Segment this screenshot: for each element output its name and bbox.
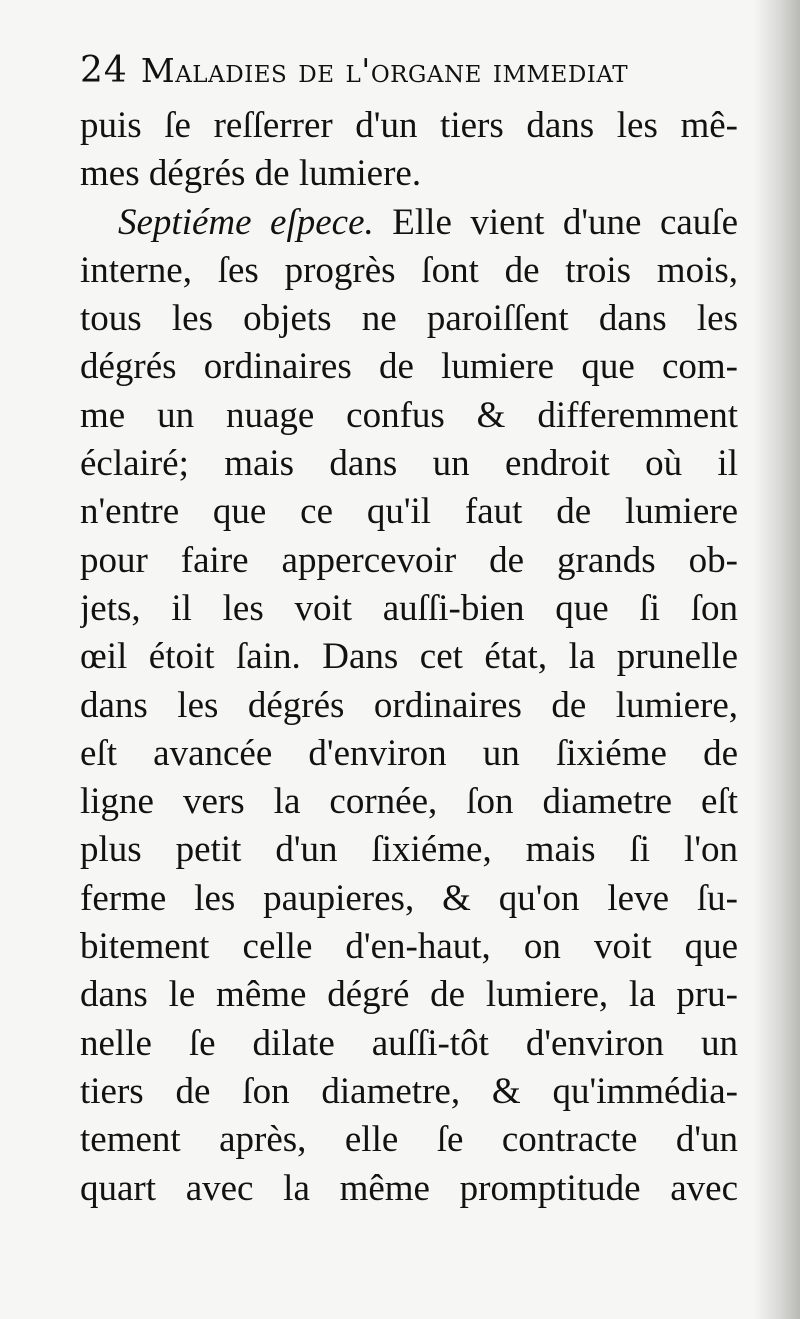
text-line: quart avec la même promptitude avec — [80, 1167, 738, 1209]
text-line: œil étoit ſain. Dans cet état, la prunelle — [80, 636, 738, 678]
text-line: éclairé; mais dans un endroit où il — [80, 443, 738, 485]
section-heading: Septiéme eſpece. — [118, 201, 374, 243]
text-line: ligne vers la cornée, ſon diametre eſt — [80, 781, 738, 823]
text-line: tous les objets ne paroiſſent dans les — [80, 298, 738, 340]
running-head — [80, 50, 750, 102]
text-line: dégrés ordinaires de lumiere que com- — [80, 346, 738, 388]
text-line: tiers de ſon diametre, & qu'immédia- — [80, 1070, 738, 1112]
running-title: Maladies de l'organe immediat — [140, 51, 629, 90]
page-number: 24 — [80, 50, 128, 91]
body-text — [80, 102, 738, 1213]
text-line: plus petit d'un ſixiéme, mais ſi l'on — [80, 829, 738, 871]
text-line: puis ſe reſſerrer d'un tiers dans les mê- — [80, 105, 738, 146]
text-line: pour faire appercevoir de grands ob- — [80, 539, 738, 581]
text-line: interne, ſes progrès ſont de trois mois, — [80, 249, 738, 291]
text-line: dans les dégrés ordinaires de lumiere, — [80, 684, 738, 726]
text-line: ferme les paupieres, & qu'on leve ſu- — [80, 877, 738, 919]
text-line: me un nuage confus & differemment — [80, 394, 738, 436]
text-line: tement après, elle ſe contracte d'un — [80, 1119, 738, 1161]
text-line: bitement celle d'en-haut, on voit que — [80, 926, 738, 968]
text-line: eſt avancée d'environ un ſixiéme de — [80, 732, 738, 774]
text-line: dans le même dégré de lumiere, la pru- — [80, 974, 738, 1016]
text-line-fragment: Elle vient d'une cauſe — [392, 201, 738, 243]
paragraph-opening-line — [80, 199, 738, 247]
text-line: n'entre que ce qu'il faut de lumiere — [80, 491, 738, 533]
page-gutter-shadow — [754, 0, 800, 1319]
text-line: nelle ſe dilate auſſi-tôt d'environ un — [80, 1022, 738, 1064]
text-line: mes dégrés de lumiere. — [80, 153, 422, 195]
text-line: jets, il les voit auſſi-bien que ſi ſon — [80, 587, 738, 629]
